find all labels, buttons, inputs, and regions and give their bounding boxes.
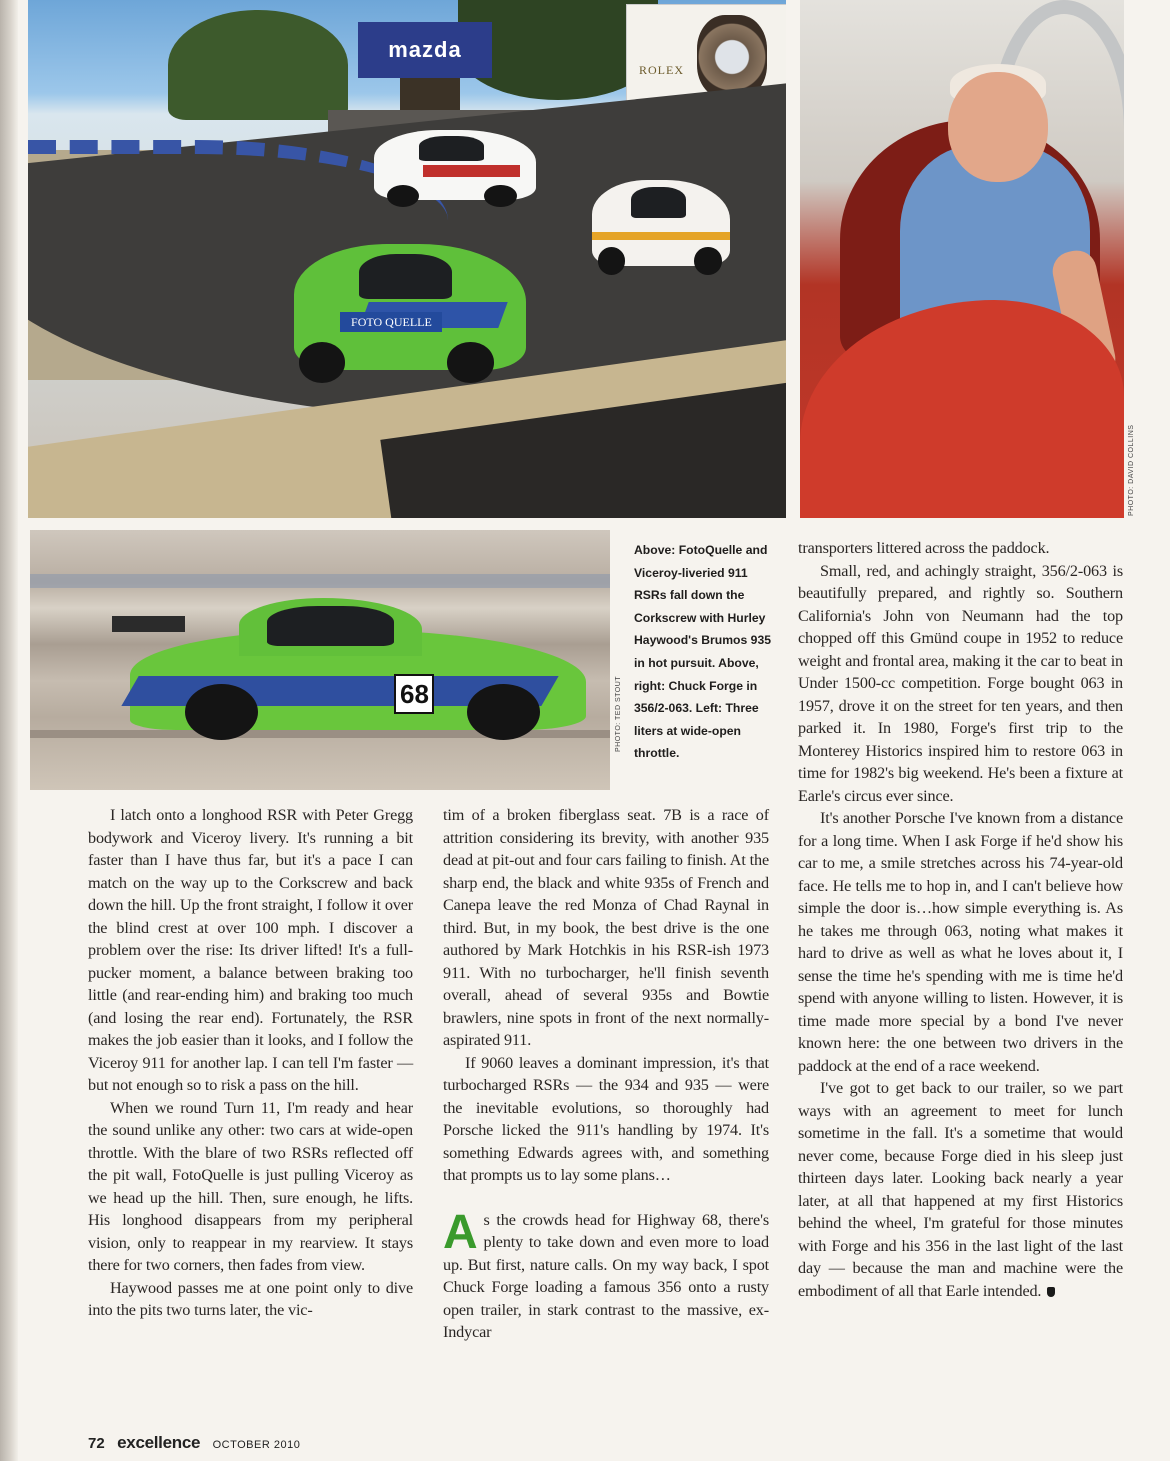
paragraph: It's another Porsche I've known from a distance for a long time. When I ask Forge if he'd show his car to me, a smile stretches across his 74-year-old face. He tells me to hop in, and I can't believe how simple the door is…how simple everything is. As he takes me through 063, noting what makes it hard to drive as well as what he loves about it, I sense the time he's spending with me is time he'd spend with anyone willing to listen. However, it is time made more special by a bond I've never known here: the one between two drivers in the paddock at the end of a race weekend. <box>798 809 1123 1075</box>
page-binding-shadow <box>0 0 18 1461</box>
side-view-car-photo <box>30 530 610 790</box>
closing-text: I've got to get back to our trailer, so we part ways with an agreement to meet for lunch sometime in the fall. It's a sometime that would never come, because Forge died in his sleep just thirteen days later. Looking back nearly a year later, at all that happened at my first Historics behind the wheel, I'm grateful for those minutes with Forge and his 356 in the last light of the last day — because the man and machine were the embodiment of all that Earle intended. <box>798 1079 1123 1300</box>
paragraph: When we round Turn 11, I'm ready and hear the sound unlike any other: two cars at wide-open throttle. With the blare of two RSRs reflected off the pit wall, FotoQuelle is just pulling Viceroy as we head up the hill. Then, sure enough, he lifts. His longhood disappears from my peripheral vision, only to reappear in my rearview. It stays there for two corners, then fades from view. <box>88 1098 413 1274</box>
rolex-text: ROLEX <box>639 63 684 77</box>
page-folio <box>88 1433 300 1453</box>
fotoquelle-rsr-car <box>294 244 526 370</box>
car-window <box>419 136 484 161</box>
section-text: s the crowds head for Highway 68, there's plenty to take down and even more to load up. But first, nature calls. On my way back, I spot Chuck Forge loading a famous 356 onto a rusty open trailer, in stark contrast to the massive, ex-Indycar <box>443 1210 769 1341</box>
chuck-forge-photo <box>800 0 1124 518</box>
car-window <box>631 187 686 218</box>
text-column-1 <box>88 804 413 1322</box>
paragraph: Haywood passes me at one point only to dive into the pits two turns later, the vic- <box>88 1278 413 1319</box>
car-stripe <box>423 165 520 177</box>
paragraph: Small, red, and achingly straight, 356/2-063 is beautifully prepared, and rightly so. Southern California's John von Neumann had the top chopped off this Gmünd coupe in 1952 to reduce weight and frontal area, making it the car to beat in Under 1500-cc competition. Forge bought 063 in 1957, drove it on the street for ten years, and then parked it. In 1980, Forge's first trip to the Monterey Historics inspired him to restore 063 in time for 1982's big weekend. He's been a fixture at Earle's circus ever since. <box>798 561 1123 805</box>
brumos-935-car <box>374 130 536 200</box>
car-sponsor-plate: FOTO QUELLE <box>340 312 442 332</box>
car-window <box>359 254 452 299</box>
text-column-2 <box>443 804 769 1344</box>
paragraph <box>798 1077 1123 1302</box>
wheel-icon <box>484 185 516 207</box>
paragraph: tim of a broken fiberglass seat. 7B is a race of attrition considering its brevity, with another 935 dead at pit-out and four cars failing to finish. At the sharp end, the black and white 935s of French and Canepa leave the red Monza of Chad Raynal in third. But, in my book, the best drive is the one authored by Mark Hotchkis in his RSR-ish 1973 911. With no turbocharger, he'll finish seventh overall, ahead of several 935s and Bowtie brawlers, nine spots in front of the next normally-aspirated 911. <box>443 806 769 1049</box>
car-stripe <box>592 232 730 240</box>
wheel-icon <box>185 684 258 740</box>
rear-wing <box>112 616 185 632</box>
wheel-icon <box>447 342 493 382</box>
car-68 <box>130 630 586 730</box>
background-blur <box>30 574 610 588</box>
photo-caption: Above: FotoQuelle and Viceroy-liveried 911 RSRs fall down the Corkscrew with Hurley Haywood's Brumos 935 in hot pursuit. Above, right: Chuck Forge in 356/2-063. Left: Three liters at wide-open throttle. <box>634 543 772 761</box>
page-number: 72 <box>88 1435 105 1452</box>
driver-face <box>948 72 1048 182</box>
wheel-icon <box>467 684 540 740</box>
mazda-banner: mazda <box>358 22 492 78</box>
wheel-icon <box>299 342 345 382</box>
text-column-3 <box>798 537 1123 1302</box>
end-mark-icon <box>1047 1287 1055 1297</box>
wheel-icon <box>694 247 722 275</box>
corkscrew-race-photo <box>28 0 786 518</box>
photo-credit-side: PHOTO: TED STOUT <box>615 675 622 752</box>
issue-date: OCTOBER 2010 <box>212 1439 301 1451</box>
paragraph: transporters littered across the paddock. <box>798 539 1050 557</box>
banner-post <box>400 78 460 113</box>
tree-shape <box>168 10 348 120</box>
white-rsr-car <box>592 180 730 266</box>
photo-credit-forge: PHOTO: DAVID COLLINS <box>1128 424 1135 516</box>
drop-cap: A <box>443 1205 478 1259</box>
magazine-name: excellence <box>117 1433 201 1452</box>
section-break <box>443 1187 769 1209</box>
section-paragraph <box>443 1205 769 1344</box>
car-window <box>267 606 395 646</box>
car-number: 68 <box>394 674 434 714</box>
wheel-icon <box>387 185 419 207</box>
wheel-icon <box>598 247 626 275</box>
paragraph: I latch onto a longhood RSR with Peter Gregg bodywork and Viceroy livery. It's running a bit faster than I have thus far, but it's a pace I can match on the way up to the Corkscrew and back down the hill. Up the front straight, I follow it over the blind crest at over 100 mph. I discover a problem over the rise: Its driver lifted! It's a full-pucker moment, a balance between braking too little (and rear-ending him) and braking too much (and losing the rear end). Fortunately, the RSR makes the job easier than it looks, and I follow the Viceroy 911 for another lap. I can tell I'm faster — but not enough so to risk a pass on the hill. <box>88 806 413 1094</box>
paragraph: If 9060 leaves a dominant impression, it's that turbocharged RSRs — the 934 and 935 — were the inevitable evolutions, so thoroughly had Porsche licked the 911's handling by 1974. It's something Edwards agrees with, and something that prompts us to lay some plans… <box>443 1053 769 1184</box>
